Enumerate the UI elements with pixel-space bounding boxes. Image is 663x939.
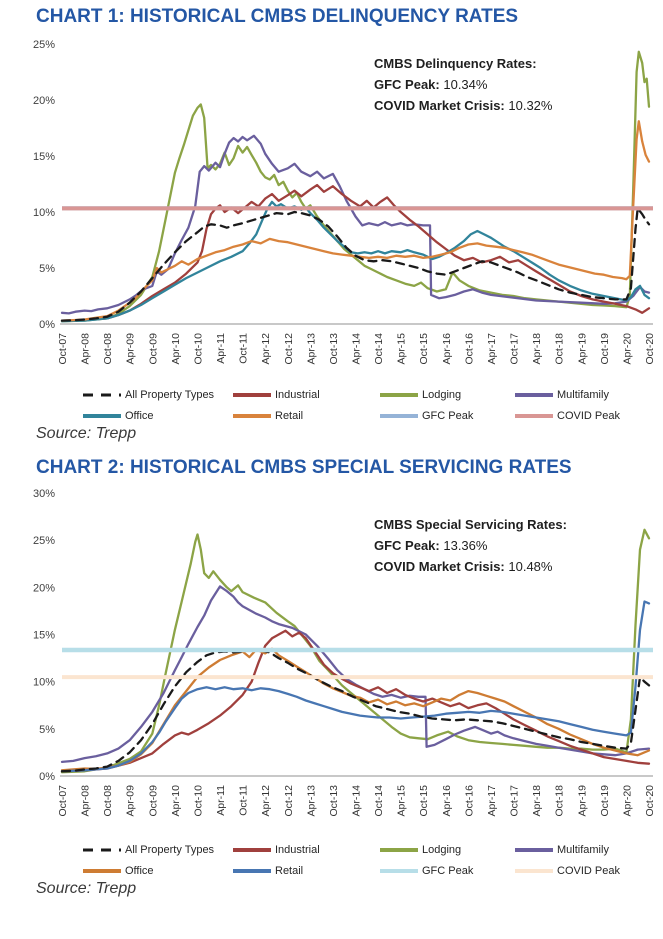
x-axis-tick-label: Oct-20 bbox=[644, 333, 656, 365]
chart-1-annotation bbox=[374, 54, 552, 116]
legend-swatch-covid-peak bbox=[514, 412, 554, 420]
legend-label: GFC Peak bbox=[422, 410, 474, 422]
x-axis-tick-label: Apr-19 bbox=[576, 333, 589, 365]
y-axis-tick-label: 30% bbox=[32, 488, 55, 500]
annotation-heading: CMBS Special Servicing Rates: bbox=[374, 517, 567, 532]
x-axis-tick-label: Apr-18 bbox=[531, 785, 544, 817]
chart-1-section bbox=[0, 6, 663, 443]
x-axis-tick-label: Apr-16 bbox=[440, 785, 453, 817]
y-axis-tick-label: 10% bbox=[32, 207, 55, 219]
y-axis-tick-label: 20% bbox=[32, 95, 55, 107]
annotation-covid-label: COVID Market Crisis: bbox=[374, 97, 505, 113]
x-axis-tick-label: Apr-14 bbox=[350, 333, 363, 365]
y-axis-tick-label: 0% bbox=[39, 771, 55, 783]
legend-item-office bbox=[82, 865, 232, 877]
x-axis-tick-label: Apr-15 bbox=[395, 785, 408, 817]
legend-label: Office bbox=[125, 410, 154, 422]
chart-2-annotation bbox=[374, 515, 567, 577]
x-axis-tick-label: Oct-09 bbox=[147, 785, 160, 817]
x-axis-tick-label: Oct-14 bbox=[373, 785, 386, 817]
legend-item-industrial bbox=[232, 389, 379, 401]
x-axis-tick-label: Apr-09 bbox=[124, 785, 137, 817]
x-axis-tick-label: Apr-10 bbox=[169, 333, 182, 365]
y-axis-tick-label: 5% bbox=[39, 263, 55, 275]
legend-item-all-property-types bbox=[82, 389, 232, 401]
legend-swatch-multifamily bbox=[514, 391, 554, 399]
legend-label: GFC Peak bbox=[422, 865, 474, 877]
annotation-gfc-value: 10.34% bbox=[439, 76, 488, 92]
y-axis-tick-label: 25% bbox=[32, 535, 55, 548]
x-axis-tick-label: Apr-18 bbox=[531, 333, 544, 365]
chart-2-source: Source: Trepp bbox=[36, 880, 137, 897]
legend-swatch-retail bbox=[232, 412, 272, 420]
chart-1-source: Source: Trepp bbox=[36, 425, 137, 442]
x-axis-tick-label: Apr-12 bbox=[260, 785, 273, 817]
legend-label: Lodging bbox=[422, 844, 462, 856]
legend-swatch-industrial bbox=[232, 391, 272, 399]
annotation-covid-label: COVID Market Crisis: bbox=[374, 558, 505, 574]
legend-label: Retail bbox=[275, 865, 304, 877]
annotation-gfc-label: GFC Peak: bbox=[374, 537, 440, 553]
x-axis-tick-label: Oct-15 bbox=[418, 785, 431, 817]
x-axis-tick-label: Apr-11 bbox=[215, 333, 228, 364]
legend-item-multifamily bbox=[514, 844, 663, 856]
x-axis-tick-label: Apr-17 bbox=[485, 785, 498, 817]
legend-item-retail bbox=[232, 410, 379, 422]
chart-1-title: CHART 1: HISTORICAL CMBS DELINQUENCY RATES bbox=[36, 6, 519, 27]
x-axis-tick-label: Oct-12 bbox=[282, 785, 295, 817]
x-axis-tick-label: Apr-11 bbox=[215, 785, 228, 816]
annotation-heading: CMBS Delinquency Rates: bbox=[374, 56, 537, 71]
legend-item-multifamily bbox=[514, 389, 663, 401]
y-axis-tick-label: 10% bbox=[32, 676, 55, 689]
x-axis-tick-label: Oct-19 bbox=[598, 785, 611, 817]
chart-2-canvas-wrap bbox=[0, 481, 663, 842]
legend-item-office bbox=[82, 410, 232, 422]
x-axis-tick-label: Oct-14 bbox=[373, 333, 386, 365]
legend-swatch-office bbox=[82, 867, 122, 875]
x-axis-tick-label: Oct-09 bbox=[147, 333, 160, 365]
chart-2-title: CHART 2: HISTORICAL CMBS SPECIAL SERVICING RATES bbox=[36, 457, 572, 478]
legend-item-gfc-peak bbox=[379, 865, 514, 877]
y-axis-tick-label: 20% bbox=[32, 582, 55, 595]
x-axis-tick-label: Apr-15 bbox=[395, 333, 408, 365]
x-axis-tick-label: Apr-13 bbox=[305, 333, 318, 365]
x-axis-tick-label: Apr-12 bbox=[260, 333, 273, 365]
legend-label: All Property Types bbox=[125, 844, 215, 856]
annotation-covid-row bbox=[374, 557, 567, 578]
chart-2-legend bbox=[0, 844, 663, 877]
legend-item-lodging bbox=[379, 844, 514, 856]
x-axis-tick-label: Apr-19 bbox=[576, 785, 589, 817]
legend-swatch-lodging bbox=[379, 846, 419, 854]
y-axis-tick-label: 0% bbox=[39, 319, 55, 331]
x-axis-tick-label: Apr-17 bbox=[485, 333, 498, 365]
legend-label: Industrial bbox=[275, 389, 320, 401]
annotation-covid-value: 10.32% bbox=[504, 97, 553, 113]
annotation-gfc-row bbox=[374, 536, 567, 557]
legend-item-retail bbox=[232, 865, 379, 877]
legend-swatch-industrial bbox=[232, 846, 272, 854]
x-axis-tick-label: Oct-08 bbox=[102, 333, 115, 365]
x-axis-tick-label: Oct-17 bbox=[508, 333, 521, 365]
legend-label: Lodging bbox=[422, 389, 462, 401]
legend-label: COVID Peak bbox=[557, 865, 620, 877]
legend-label: COVID Peak bbox=[557, 410, 620, 422]
legend-swatch-gfc-peak bbox=[379, 412, 419, 420]
x-axis-tick-label: Oct-16 bbox=[463, 333, 476, 365]
x-axis-tick-label: Oct-10 bbox=[192, 785, 205, 817]
legend-item-all-property-types bbox=[82, 844, 232, 856]
x-axis-tick-label: Apr-09 bbox=[124, 333, 137, 365]
chart-2-section bbox=[0, 457, 663, 898]
x-axis-tick-label: Apr-20 bbox=[621, 785, 634, 817]
chart-1-canvas-wrap bbox=[0, 30, 663, 387]
y-axis-tick-label: 5% bbox=[39, 723, 55, 736]
x-axis-tick-label: Apr-08 bbox=[79, 785, 92, 817]
x-axis-tick-label: Oct-11 bbox=[237, 785, 250, 816]
x-axis-tick-label: Apr-16 bbox=[440, 333, 453, 365]
legend-swatch-office bbox=[82, 412, 122, 420]
legend-item-covid-peak bbox=[514, 865, 663, 877]
legend-item-industrial bbox=[232, 844, 379, 856]
legend-label: Industrial bbox=[275, 844, 320, 856]
legend-label: Retail bbox=[275, 410, 304, 422]
x-axis-tick-label: Apr-13 bbox=[305, 785, 318, 817]
legend-item-covid-peak bbox=[514, 410, 663, 422]
annotation-gfc-value: 13.36% bbox=[439, 537, 488, 553]
y-axis-tick-label: 25% bbox=[32, 39, 55, 51]
chart-1-legend bbox=[0, 389, 663, 422]
x-axis-tick-label: Oct-13 bbox=[327, 333, 340, 365]
x-axis-tick-label: Oct-19 bbox=[598, 333, 611, 365]
x-axis-tick-label: Oct-07 bbox=[57, 785, 69, 817]
chart-1-canvas bbox=[0, 30, 663, 382]
legend-swatch-all-property-types bbox=[82, 391, 122, 399]
x-axis-tick-label: Oct-18 bbox=[553, 785, 566, 817]
legend-item-lodging bbox=[379, 389, 514, 401]
series-line-office bbox=[62, 649, 649, 771]
x-axis-tick-label: Oct-12 bbox=[282, 333, 295, 365]
legend-label: Multifamily bbox=[557, 389, 609, 401]
y-axis-tick-label: 15% bbox=[32, 151, 55, 163]
x-axis-tick-label: Oct-13 bbox=[327, 785, 340, 817]
legend-label: Office bbox=[125, 865, 154, 877]
annotation-covid-value: 10.48% bbox=[504, 558, 553, 574]
x-axis-tick-label: Oct-16 bbox=[463, 785, 476, 817]
x-axis-tick-label: Apr-08 bbox=[79, 333, 92, 365]
legend-swatch-multifamily bbox=[514, 846, 554, 854]
x-axis-tick-label: Oct-08 bbox=[102, 785, 115, 817]
y-axis-tick-label: 15% bbox=[32, 629, 55, 642]
legend-swatch-retail bbox=[232, 867, 272, 875]
x-axis-tick-label: Apr-20 bbox=[621, 333, 634, 365]
legend-swatch-covid-peak bbox=[514, 867, 554, 875]
annotation-covid-row bbox=[374, 96, 552, 117]
legend-swatch-all-property-types bbox=[82, 846, 122, 854]
x-axis-tick-label: Oct-10 bbox=[192, 333, 205, 365]
x-axis-tick-label: Oct-11 bbox=[237, 333, 250, 364]
legend-label: All Property Types bbox=[125, 389, 215, 401]
series-line-office bbox=[62, 202, 649, 321]
legend-label: Multifamily bbox=[557, 844, 609, 856]
legend-swatch-gfc-peak bbox=[379, 867, 419, 875]
x-axis-tick-label: Oct-07 bbox=[57, 333, 69, 365]
annotation-gfc-label: GFC Peak: bbox=[374, 76, 440, 92]
legend-swatch-lodging bbox=[379, 391, 419, 399]
legend-item-gfc-peak bbox=[379, 410, 514, 422]
x-axis-tick-label: Oct-18 bbox=[553, 333, 566, 365]
annotation-gfc-row bbox=[374, 75, 552, 96]
x-axis-tick-label: Oct-15 bbox=[418, 333, 431, 365]
x-axis-tick-label: Oct-20 bbox=[644, 785, 656, 817]
x-axis-tick-label: Oct-17 bbox=[508, 785, 521, 817]
x-axis-tick-label: Apr-14 bbox=[350, 785, 363, 817]
x-axis-tick-label: Apr-10 bbox=[169, 785, 182, 817]
